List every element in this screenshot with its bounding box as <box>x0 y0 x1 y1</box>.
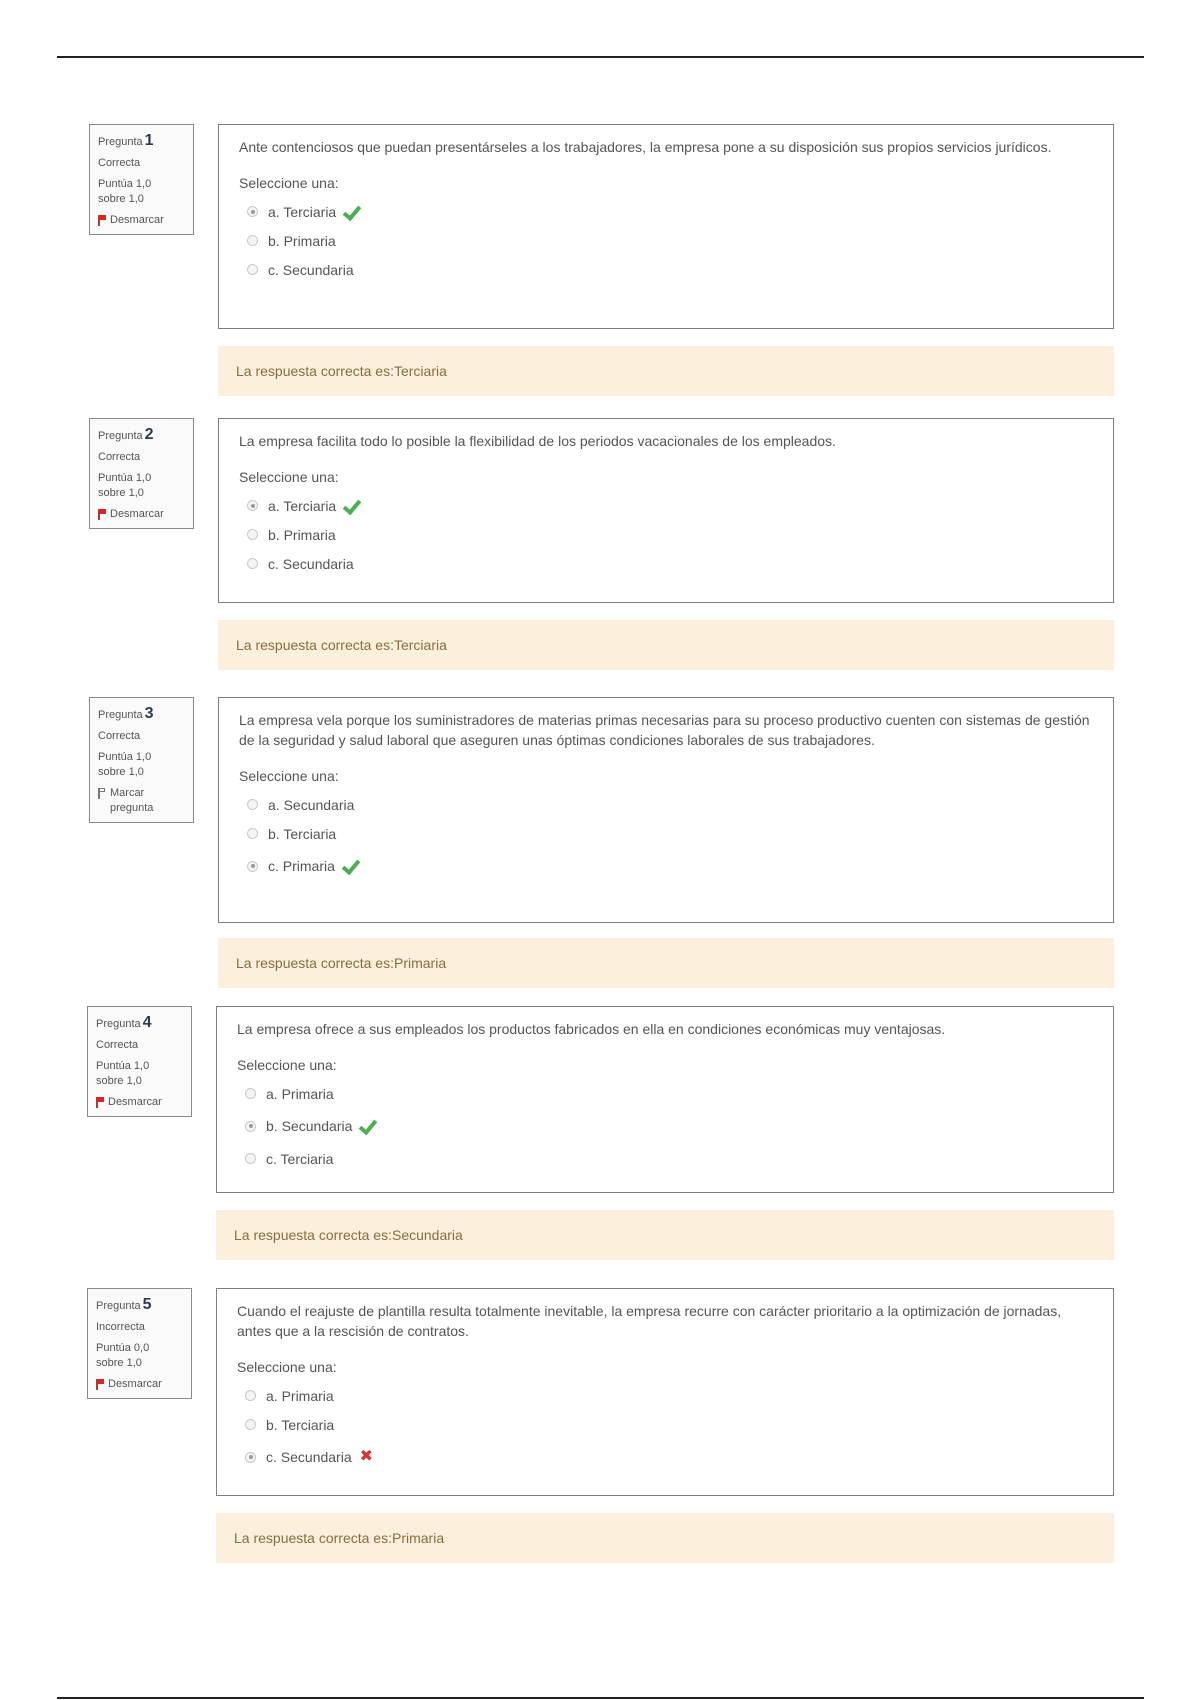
question-content <box>218 124 1114 329</box>
radio-selected[interactable] <box>247 861 258 872</box>
option-label: a. Terciaria <box>268 497 337 514</box>
cross-icon: ✖ <box>359 1448 374 1465</box>
question-info <box>89 124 194 235</box>
option-label: c. Secundaria <box>266 1449 352 1465</box>
grade-max: sobre 1,0 <box>96 1075 142 1087</box>
option-label: a. Secundaria <box>268 796 355 813</box>
option-label: c. Primaria <box>268 858 335 874</box>
grade-line: Puntúa 1,0 <box>98 751 152 763</box>
radio[interactable] <box>247 235 258 246</box>
feedback-answer: Secundaria <box>391 1227 463 1243</box>
question-state: Correcta <box>98 157 141 169</box>
flag-label: Marcar pregunta <box>110 787 154 814</box>
radio-selected[interactable] <box>247 206 258 217</box>
feedback-answer: Primaria <box>393 955 447 971</box>
flag-outline-icon <box>98 788 106 799</box>
check-icon <box>358 1119 376 1133</box>
question-content <box>218 697 1114 923</box>
flag-icon <box>98 215 106 226</box>
footer-rule <box>57 1697 1144 1699</box>
answer-option-b[interactable] <box>239 819 1093 848</box>
answer-prompt: Seleccione una: <box>239 175 339 191</box>
question-label: Pregunta <box>98 430 143 442</box>
grade-max: sobre 1,0 <box>96 1357 142 1369</box>
answer-option-c[interactable] <box>237 1144 1093 1173</box>
question-state: Correcta <box>98 730 141 742</box>
radio[interactable] <box>247 264 258 275</box>
answer-option-b[interactable] <box>237 1410 1093 1439</box>
question-number <box>96 1297 183 1314</box>
question-text: La empresa vela porque los suministradores de materias primas necesarias para su proceso productivo cuenten con sistemas de gestión de la seguridad y salud laboral que aseguren unas óptimas condiciones laborales de sus trabajadores. <box>239 712 1090 748</box>
question-label: Pregunta <box>98 709 143 721</box>
option-label: b. Primaria <box>268 526 336 543</box>
question-grade <box>98 177 185 207</box>
correct-answer-feedback <box>218 620 1114 670</box>
option-label: c. Secundaria <box>268 261 354 278</box>
grade-line: Puntúa 1,0 <box>96 1060 150 1072</box>
radio-selected[interactable] <box>247 500 258 511</box>
question-info <box>87 1006 192 1117</box>
option-label: a. Primaria <box>266 1387 334 1404</box>
question-state: Correcta <box>98 451 141 463</box>
option-label: c. Secundaria <box>268 555 354 572</box>
option-label: b. Primaria <box>268 232 336 249</box>
flag-toggle[interactable] <box>96 1095 183 1110</box>
option-label: c. Terciaria <box>266 1150 334 1167</box>
grade-line: Puntúa 1,0 <box>98 178 152 190</box>
radio[interactable] <box>247 828 258 839</box>
option-label: a. Primaria <box>266 1085 334 1102</box>
answer-option-b[interactable] <box>239 226 1093 255</box>
question-label: Pregunta <box>96 1300 141 1312</box>
answer-option-c[interactable] <box>239 848 1093 884</box>
answer-option-b[interactable] <box>237 1108 1093 1144</box>
option-label: a. Terciaria <box>268 203 337 220</box>
question-text: Cuando el reajuste de plantilla resulta totalmente inevitable, la empresa recurre con carácter prioritario a la optimización de jornadas, antes que a la rescisión de contratos. <box>237 1303 1062 1339</box>
feedback-answer: Primaria <box>391 1530 445 1546</box>
grade-line: Puntúa 1,0 <box>98 472 152 484</box>
question-number-value: 2 <box>144 426 154 443</box>
flag-label: Desmarcar <box>108 1378 162 1390</box>
header-rule <box>57 56 1144 58</box>
correct-answer-feedback <box>216 1513 1114 1563</box>
grade-line: Puntúa 0,0 <box>96 1342 150 1354</box>
flag-toggle[interactable] <box>98 507 185 522</box>
question-number <box>98 133 185 150</box>
question-state: Correcta <box>96 1039 139 1051</box>
feedback-prefix: La respuesta correcta es: <box>234 1530 392 1546</box>
answer-prompt: Seleccione una: <box>237 1359 337 1375</box>
question-label: Pregunta <box>98 136 143 148</box>
question-grade <box>98 471 185 501</box>
radio[interactable] <box>245 1153 256 1164</box>
flag-toggle[interactable] <box>98 786 185 816</box>
question-info <box>89 418 194 529</box>
feedback-answer: Terciaria <box>393 637 447 653</box>
grade-max: sobre 1,0 <box>98 487 144 499</box>
radio[interactable] <box>247 799 258 810</box>
question-number-value: 5 <box>142 1296 152 1313</box>
check-icon <box>341 859 359 873</box>
flag-label: Desmarcar <box>110 214 164 226</box>
option-label: b. Terciaria <box>266 1416 335 1433</box>
radio[interactable] <box>247 529 258 540</box>
flag-label: Desmarcar <box>110 508 164 520</box>
grade-max: sobre 1,0 <box>98 193 144 205</box>
answer-option-a[interactable] <box>239 790 1093 819</box>
question-info <box>89 697 194 823</box>
question-text: La empresa facilita todo lo posible la flexibilidad de los periodos vacacionales de los empleados. <box>239 433 836 449</box>
question-content <box>216 1288 1114 1496</box>
answer-option-a[interactable] <box>239 491 1093 520</box>
correct-answer-feedback <box>218 938 1114 988</box>
flag-icon <box>96 1097 104 1108</box>
radio[interactable] <box>245 1390 256 1401</box>
feedback-answer: Terciaria <box>393 363 447 379</box>
feedback-prefix: La respuesta correcta es: <box>236 955 394 971</box>
question-number <box>98 706 185 723</box>
radio[interactable] <box>245 1088 256 1099</box>
flag-icon <box>98 509 106 520</box>
radio-selected[interactable] <box>245 1121 256 1132</box>
correct-answer-feedback <box>218 346 1114 396</box>
radio[interactable] <box>245 1419 256 1430</box>
feedback-prefix: La respuesta correcta es: <box>234 1227 392 1243</box>
answer-option-b[interactable] <box>239 520 1093 549</box>
check-icon <box>342 205 360 219</box>
flag-toggle[interactable] <box>96 1377 183 1392</box>
radio-selected[interactable] <box>245 1452 256 1463</box>
question-content <box>218 418 1114 603</box>
question-text: Ante contenciosos que puedan presentárseles a los trabajadores, la empresa pone a su disposición sus propios servicios jurídicos. <box>239 139 1052 155</box>
radio[interactable] <box>247 558 258 569</box>
flag-icon <box>96 1379 104 1390</box>
answer-prompt: Seleccione una: <box>239 469 339 485</box>
answer-prompt: Seleccione una: <box>239 768 339 784</box>
question-content <box>216 1006 1114 1193</box>
question-number-value: 3 <box>144 705 154 722</box>
answer-prompt: Seleccione una: <box>237 1057 337 1073</box>
answer-option-a[interactable] <box>237 1079 1093 1108</box>
question-number-value: 1 <box>144 132 154 149</box>
question-number <box>96 1015 183 1032</box>
check-icon <box>342 499 360 513</box>
flag-label: Desmarcar <box>108 1096 162 1108</box>
feedback-prefix: La respuesta correcta es: <box>236 363 394 379</box>
option-label: b. Secundaria <box>266 1118 353 1134</box>
correct-answer-feedback <box>216 1210 1114 1260</box>
flag-toggle[interactable] <box>98 213 185 228</box>
answer-option-a[interactable] <box>239 197 1093 226</box>
answer-option-c[interactable] <box>237 1439 1093 1475</box>
question-number <box>98 427 185 444</box>
feedback-prefix: La respuesta correcta es: <box>236 637 394 653</box>
question-grade <box>96 1341 183 1371</box>
answer-option-c[interactable] <box>239 255 1093 284</box>
answer-option-c[interactable] <box>239 549 1093 578</box>
question-grade <box>96 1059 183 1089</box>
grade-max: sobre 1,0 <box>98 766 144 778</box>
question-label: Pregunta <box>96 1018 141 1030</box>
question-number-value: 4 <box>142 1014 152 1031</box>
question-text: La empresa ofrece a sus empleados los productos fabricados en ella en condiciones económicas muy ventajosas. <box>237 1021 946 1037</box>
question-info <box>87 1288 192 1399</box>
answer-option-a[interactable] <box>237 1381 1093 1410</box>
question-state: Incorrecta <box>96 1321 145 1333</box>
question-grade <box>98 750 185 780</box>
option-label: b. Terciaria <box>268 825 337 842</box>
